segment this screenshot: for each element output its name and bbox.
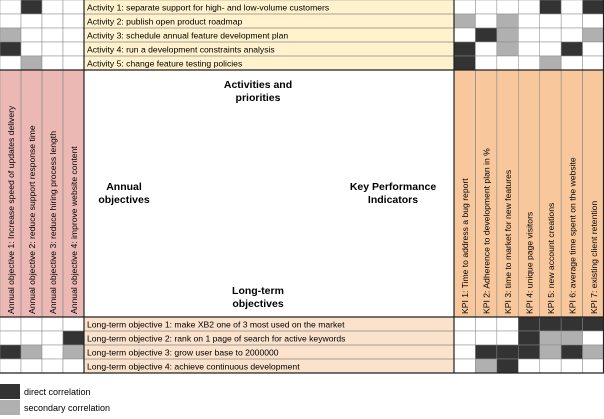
top-right-cell <box>454 42 475 56</box>
top-right-cell <box>561 0 582 14</box>
bottom-right-cell <box>583 359 604 373</box>
legend-direct-label: direct correlation <box>24 386 91 397</box>
top-right-cell <box>497 14 518 28</box>
bottom-right-cell <box>454 331 475 345</box>
top-left-cell <box>0 0 21 14</box>
corner-bottom-left-grid <box>0 317 84 373</box>
top-left-cell <box>63 42 84 56</box>
top-right-cell <box>497 42 518 56</box>
bottom-left-cell <box>21 331 42 345</box>
top-left-cell <box>21 28 42 42</box>
activity-label: Activity 2: publish open product roadmap <box>87 16 243 27</box>
top-right-cell <box>540 56 561 70</box>
bottom-left-cell <box>21 345 42 359</box>
bottom-left-cell <box>42 317 63 331</box>
bottom-right-cell <box>540 317 561 331</box>
bottom-right-cell <box>497 331 518 345</box>
activity-label: Activity 5: change feature testing policies <box>87 58 243 69</box>
long-term-label: Long-term objective 3: grow user base to 2000000 <box>87 347 279 358</box>
corner-bottom-right-grid <box>454 317 604 373</box>
top-right-cell <box>475 56 496 70</box>
bottom-right-cell <box>475 331 496 345</box>
bottom-right-cell <box>583 345 604 359</box>
bottom-right-cell <box>497 345 518 359</box>
top-left-cell <box>21 0 42 14</box>
bottom-right-cell <box>561 317 582 331</box>
annual-objective-label: Annual objective 1: Increase speed of updates delivery <box>6 105 16 314</box>
legend-direct-swatch <box>0 384 20 399</box>
kpi-label: KPI 1: Time to address a bug report <box>460 178 471 314</box>
center-label-activities: Activities and priorities <box>223 79 293 104</box>
top-left-cell <box>0 42 21 56</box>
legend-secondary <box>0 400 110 415</box>
bottom-right-cell <box>518 331 539 345</box>
annual-objective-label: Annual objective 4: improve website content <box>69 146 79 314</box>
top-right-cell <box>583 42 604 56</box>
bottom-right-cell <box>583 317 604 331</box>
annual-objective-label: Annual objective 3: reduce hiring process length <box>48 131 58 314</box>
kpi-label: KPI 3: time to market for new features <box>503 169 514 314</box>
bottom-right-cell <box>540 331 561 345</box>
top-right-cell <box>518 42 539 56</box>
top-left-cell <box>63 28 84 42</box>
top-right-cell <box>540 14 561 28</box>
kpi-label: KPI 4: unique page visitors <box>524 211 535 314</box>
center-label-longterm: Long-term objectives <box>232 285 284 310</box>
kpi-label: KPI 2: Adherence to development plan in % <box>481 148 492 314</box>
bottom-right-cell <box>454 345 475 359</box>
bottom-right-cell <box>497 317 518 331</box>
top-right-cell <box>497 0 518 14</box>
top-left-cell <box>21 56 42 70</box>
bottom-right-cell <box>475 345 496 359</box>
top-right-cell <box>561 14 582 28</box>
activity-label: Activity 3: schedule annual feature development plan <box>87 30 289 41</box>
bottom-left-cell <box>63 359 84 373</box>
top-left-cell <box>42 56 63 70</box>
corner-top-right-grid <box>454 0 604 70</box>
kpi-label: KPI 5: new account creations <box>545 202 556 314</box>
top-left-cell <box>0 28 21 42</box>
bottom-right-cell <box>561 331 582 345</box>
top-right-cell <box>561 28 582 42</box>
top-right-cell <box>475 0 496 14</box>
top-right-cell <box>561 56 582 70</box>
bottom-right-cell <box>497 359 518 373</box>
long-term-label: Long-term objective 4: achieve continuous development <box>87 361 300 372</box>
top-left-cell <box>63 0 84 14</box>
top-right-cell <box>454 0 475 14</box>
top-left-cell <box>21 14 42 28</box>
top-right-cell <box>518 0 539 14</box>
bottom-left-cell <box>63 317 84 331</box>
top-left-cell <box>0 56 21 70</box>
bottom-left-cell <box>0 345 21 359</box>
bottom-left-cell <box>0 317 21 331</box>
bottom-right-cell <box>518 359 539 373</box>
top-right-cell <box>454 14 475 28</box>
bottom-left-cell <box>42 359 63 373</box>
top-right-cell <box>583 28 604 42</box>
bottom-left-cell <box>42 345 63 359</box>
bottom-right-cell <box>454 317 475 331</box>
bottom-left-cell <box>63 331 84 345</box>
long-term-label: Long-term objective 2: rank on 1 page of search for active keywords <box>87 333 346 344</box>
top-right-cell <box>583 56 604 70</box>
kpi-label: KPI 6: average time spent on the website <box>567 157 578 314</box>
long-term-label: Long-term objective 1: make XB2 one of 3 most used on the market <box>87 319 345 330</box>
top-right-cell <box>475 14 496 28</box>
bottom-right-cell <box>561 345 582 359</box>
legend-direct <box>0 384 91 399</box>
top-left-cell <box>63 56 84 70</box>
top-right-cell <box>475 28 496 42</box>
kpi-label: KPI 7: existing client retention <box>588 200 599 314</box>
top-right-cell <box>561 42 582 56</box>
bottom-left-cell <box>21 359 42 373</box>
bottom-left-cell <box>0 359 21 373</box>
annual-objective-label: Annual objective 2: reduce support response time <box>27 125 37 314</box>
center-label-annual: Annual objectives <box>98 181 150 206</box>
center-label-kpi: Key Performance Indicators <box>349 181 437 206</box>
activity-label: Activity 1: separate support for high- and low-volume customers <box>87 2 330 13</box>
bottom-right-cell <box>475 359 496 373</box>
top-left-cell <box>42 0 63 14</box>
top-right-cell <box>518 14 539 28</box>
bottom-right-cell <box>454 359 475 373</box>
top-right-cell <box>540 28 561 42</box>
top-right-cell <box>518 56 539 70</box>
top-right-cell <box>454 56 475 70</box>
bottom-right-cell <box>583 331 604 345</box>
top-right-cell <box>454 28 475 42</box>
top-right-cell <box>497 28 518 42</box>
top-right-cell <box>497 56 518 70</box>
bottom-left-cell <box>0 331 21 345</box>
bottom-right-cell <box>540 359 561 373</box>
bottom-right-cell <box>561 359 582 373</box>
legend-secondary-swatch <box>0 400 20 415</box>
top-left-cell <box>0 14 21 28</box>
bottom-right-cell <box>540 345 561 359</box>
top-left-cell <box>21 42 42 56</box>
top-right-cell <box>540 42 561 56</box>
top-right-cell <box>475 42 496 56</box>
legend-secondary-label: secondary correlation <box>24 402 111 413</box>
activity-label: Activity 4: run a development constraints analysis <box>87 44 275 55</box>
top-right-cell <box>583 14 604 28</box>
top-right-cell <box>540 0 561 14</box>
bottom-left-cell <box>42 331 63 345</box>
bottom-right-cell <box>475 317 496 331</box>
bottom-right-cell <box>518 345 539 359</box>
top-left-cell <box>63 14 84 28</box>
top-right-cell <box>518 28 539 42</box>
top-left-cell <box>42 14 63 28</box>
bottom-left-cell <box>21 317 42 331</box>
corner-top-left-grid <box>0 0 84 70</box>
top-left-cell <box>42 28 63 42</box>
top-left-cell <box>42 42 63 56</box>
bottom-right-cell <box>518 317 539 331</box>
bottom-left-cell <box>63 345 84 359</box>
center-labels <box>98 79 436 310</box>
top-right-cell <box>583 0 604 14</box>
